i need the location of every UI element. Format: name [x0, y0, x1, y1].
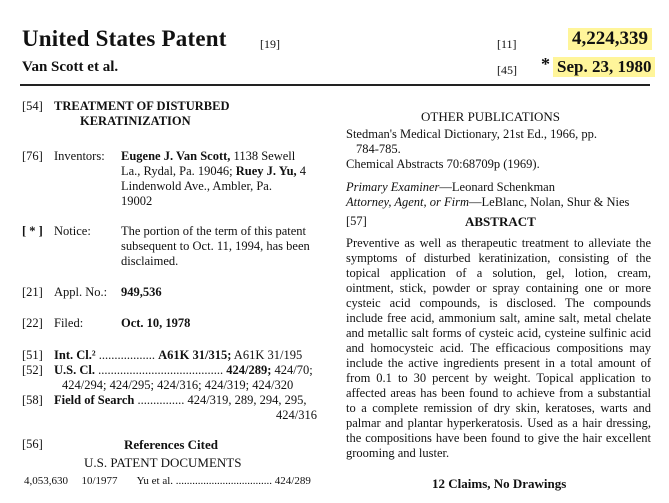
- header-divider: [20, 84, 650, 86]
- inid-code-52: [52]: [22, 363, 43, 377]
- attorney: [346, 195, 629, 210]
- document-type-title: United States Patent: [22, 26, 227, 51]
- inid-code-56: [56]: [22, 437, 43, 451]
- filed-label: Filed:: [54, 316, 84, 330]
- notice-line3: disclaimed.: [121, 254, 179, 268]
- inid-code-54: [54]: [22, 99, 43, 113]
- int-cl-line: [54, 348, 302, 363]
- int-cl-secondary: A61K 31/195: [231, 348, 303, 362]
- abstract-text: Preventive as well as therapeutic treatment to alleviate the symptoms of disturbed keratinization, consisting of the topical application of a solution, gel, lotion, cream, ointment, stick, powder or spray containing one or more cysteic acid compounds, is disclosed. The compounds include free acid, ammonium salt, amine salt, metal chelate and metallic salt forms of cysteic acid, cysteine sulfinic acid and homocysteic acid. The efficacious compositions may include the active ingredients present in a total amount of from 0.1 to 30 percent by weight. Topical application to affected areas has been found to achieve from a substantial to a complete remission of dry skin, keratoses, warts and palmar and plantar hyperkeratosis. Used as a hair dressing, the compositions have been found to give the hair excellent grooming and luster.: [346, 236, 651, 460]
- us-patent-documents-heading: U.S. PATENT DOCUMENTS: [84, 455, 242, 470]
- inid-code-11: [11]: [497, 37, 517, 51]
- inid-code-45: [45]: [497, 63, 517, 77]
- inventors-line2: [121, 164, 306, 179]
- patent-number: 4,224,339: [568, 28, 652, 50]
- primary-examiner: [346, 180, 555, 195]
- other-publications-heading: OTHER PUBLICATIONS: [421, 109, 561, 124]
- reference-leader: ...................................: [173, 475, 273, 487]
- inventor-address-1a: 1138 Sewell: [230, 149, 296, 163]
- reference-row: [24, 475, 311, 487]
- reference-class: 424/289: [274, 475, 311, 487]
- us-cl-line2: 424/294; 424/295; 424/316; 424/319; 424/320: [62, 378, 294, 392]
- int-cl-label: Int. Cl.²: [54, 348, 96, 362]
- int-cl-leader: ..................: [95, 348, 159, 362]
- reference-number: 4,053,630: [24, 475, 68, 487]
- us-cl-primary: 424/289;: [226, 363, 272, 377]
- inventors-label: Inventors:: [54, 149, 105, 163]
- inventors-line3: Lindenwold Ave., Ambler, Pa.: [121, 179, 272, 193]
- issue-date: Sep. 23, 1980: [553, 57, 655, 77]
- invention-title-line1: TREATMENT OF DISTURBED: [54, 99, 230, 113]
- us-cl-leader: ........................................: [94, 363, 227, 377]
- references-cited-heading: References Cited: [124, 437, 218, 452]
- reference-author: Yu et al.: [136, 475, 174, 487]
- inventor-name-2: Ruey J. Yu,: [235, 164, 297, 178]
- notice-label: Notice:: [54, 224, 91, 238]
- inid-code-51: [51]: [22, 348, 43, 362]
- attorney-name: —LeBlanc, Nolan, Shur & Nies: [469, 195, 630, 209]
- field-of-search-line2: 424/316: [276, 408, 317, 422]
- filed-value: Oct. 10, 1978: [121, 316, 191, 330]
- notice-line2: subsequent to Oct. 11, 1994, has been: [121, 239, 310, 253]
- inid-code-21: [21]: [22, 285, 43, 299]
- invention-title-line2: KERATINIZATION: [80, 114, 191, 128]
- attorney-label: Attorney, Agent, or Firm: [346, 195, 470, 209]
- appl-no-label: Appl. No.:: [54, 285, 108, 299]
- inventor-address-2a: 4: [296, 164, 307, 178]
- publication-2: Chemical Abstracts 70:68709p (1969).: [346, 157, 540, 171]
- reference-date: 10/1977: [81, 475, 118, 487]
- inid-code-22: [22]: [22, 316, 43, 330]
- publication-1-line1: Stedman's Medical Dictionary, 21st Ed., 1966, pp.: [346, 127, 598, 141]
- inventor-name-1: Eugene J. Van Scott,: [121, 149, 231, 163]
- field-of-search-label: Field of Search: [54, 393, 135, 407]
- publication-1-line2: 784-785.: [356, 142, 401, 156]
- inid-code-57: [57]: [346, 214, 367, 228]
- int-cl-primary: A61K 31/315;: [158, 348, 232, 362]
- inid-code-notice: [ * ]: [22, 224, 43, 238]
- primary-examiner-label: Primary Examiner: [346, 180, 440, 194]
- inventors-line4: 19002: [121, 194, 153, 208]
- inventor-short-name: Van Scott et al.: [22, 59, 119, 75]
- us-cl-line: [54, 363, 313, 378]
- us-cl-secondary: 424/70;: [271, 363, 313, 377]
- field-of-search-line: [54, 393, 307, 408]
- notice-asterisk: *: [541, 54, 550, 74]
- inid-code-19: [19]: [260, 37, 280, 51]
- abstract-heading: ABSTRACT: [465, 214, 536, 229]
- notice-line1: The portion of the term of this patent: [121, 224, 307, 238]
- inventors-line1: [121, 149, 295, 164]
- appl-no-value: 949,536: [121, 285, 162, 299]
- primary-examiner-name: —Leonard Schenkman: [439, 180, 555, 194]
- inid-code-58: [58]: [22, 393, 43, 407]
- field-of-search-value: 424/319, 289, 294, 295,: [187, 393, 307, 407]
- field-of-search-leader: ...............: [134, 393, 188, 407]
- claims-summary: 12 Claims, No Drawings: [432, 476, 567, 491]
- inid-code-76: [76]: [22, 149, 43, 163]
- inventor-address-1b: La., Rydal, Pa. 19046;: [121, 164, 236, 178]
- us-cl-label: U.S. Cl.: [54, 363, 95, 377]
